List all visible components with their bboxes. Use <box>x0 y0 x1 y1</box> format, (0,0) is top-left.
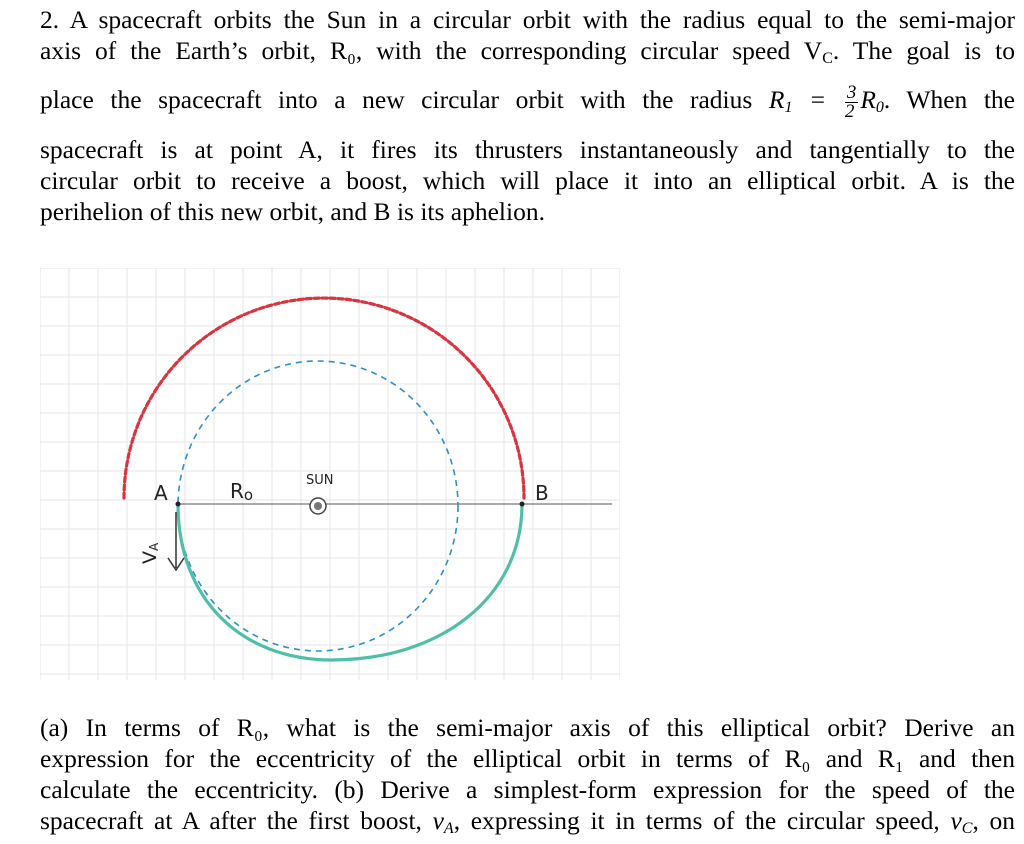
problem-line-6: perihelion of this new orbit, and B is its aphelion. <box>40 197 545 226</box>
fraction-three-halves <box>844 81 859 122</box>
question-line-2: expression for the eccentricity of the elliptical orbit in terms of R₀ and R₁ and then <box>40 744 1015 773</box>
label-sun: SUN <box>306 473 334 488</box>
question-line-4 <box>40 805 1015 844</box>
problem-line-5: circular orbit to receive a boost, which will place it into an elliptical orbit. A is the <box>40 166 1015 195</box>
problem-line-2 <box>40 35 1015 74</box>
eq-lhs: R <box>768 85 785 114</box>
problem-text-3: place the spacecraft into a new circular orbit with the radius <box>40 85 753 114</box>
outer-orbit-r1 <box>124 298 524 498</box>
question-line-3: calculate the eccentricity. (b) Derive a simplest-form expression for the speed of the <box>40 775 1015 804</box>
label-va: VA <box>139 542 161 564</box>
transfer-orbit <box>178 504 522 660</box>
va-symbol: $v_A$ <box>432 806 454 837</box>
point-a-marker <box>176 502 181 507</box>
problem-text-3-end: . When the <box>883 85 1015 114</box>
label-b: B <box>535 481 549 505</box>
question-text-4: spacecraft at A after the first boost, <box>40 806 422 835</box>
question-text-4-mid: , expressing it in terms of the circular speed, <box>453 806 940 835</box>
problem-line-3 <box>40 74 1015 134</box>
fraction-denominator: 2 <box>844 100 855 122</box>
sun-icon <box>310 498 326 514</box>
problem-text-2: axis of the Earth’s orbit, R₀, with the corresponding circular speed V <box>40 36 823 65</box>
problem-statement <box>40 4 1015 227</box>
problem-text-2-end: . The goal is to <box>832 36 1015 65</box>
question-text-4-end: , on <box>972 806 1016 835</box>
eq-rhs-sub: 0 <box>875 99 884 116</box>
questions <box>40 712 1015 844</box>
problem-text-1: A spacecraft orbits the Sun in a circular orbit with the radius equal to the semi-major <box>69 5 1016 34</box>
eq-rhs: R <box>860 85 876 114</box>
problem-line-4: spacecraft is at point A, it fires its thrusters instantaneously and tangentially to the <box>40 135 1015 164</box>
fraction-numerator: 3 <box>846 81 857 103</box>
eq-lhs-sub: 1 <box>784 99 793 116</box>
problem-number: 2. <box>40 5 60 34</box>
orbit-diagram <box>40 268 620 680</box>
label-a: A <box>154 481 168 505</box>
label-r0: Ro <box>230 479 254 504</box>
question-line-1: (a) In terms of R₀, what is the semi-major axis of this elliptical orbit? Derive an <box>40 713 1015 742</box>
vc-subscript: C <box>822 50 833 67</box>
problem-line-1 <box>40 4 1015 35</box>
equation-r1: $R_1$ = $\frac{3}{2}$ $R_0$ <box>768 81 884 122</box>
vc-symbol: $v_C$ <box>950 806 973 837</box>
point-b-marker <box>520 502 525 507</box>
